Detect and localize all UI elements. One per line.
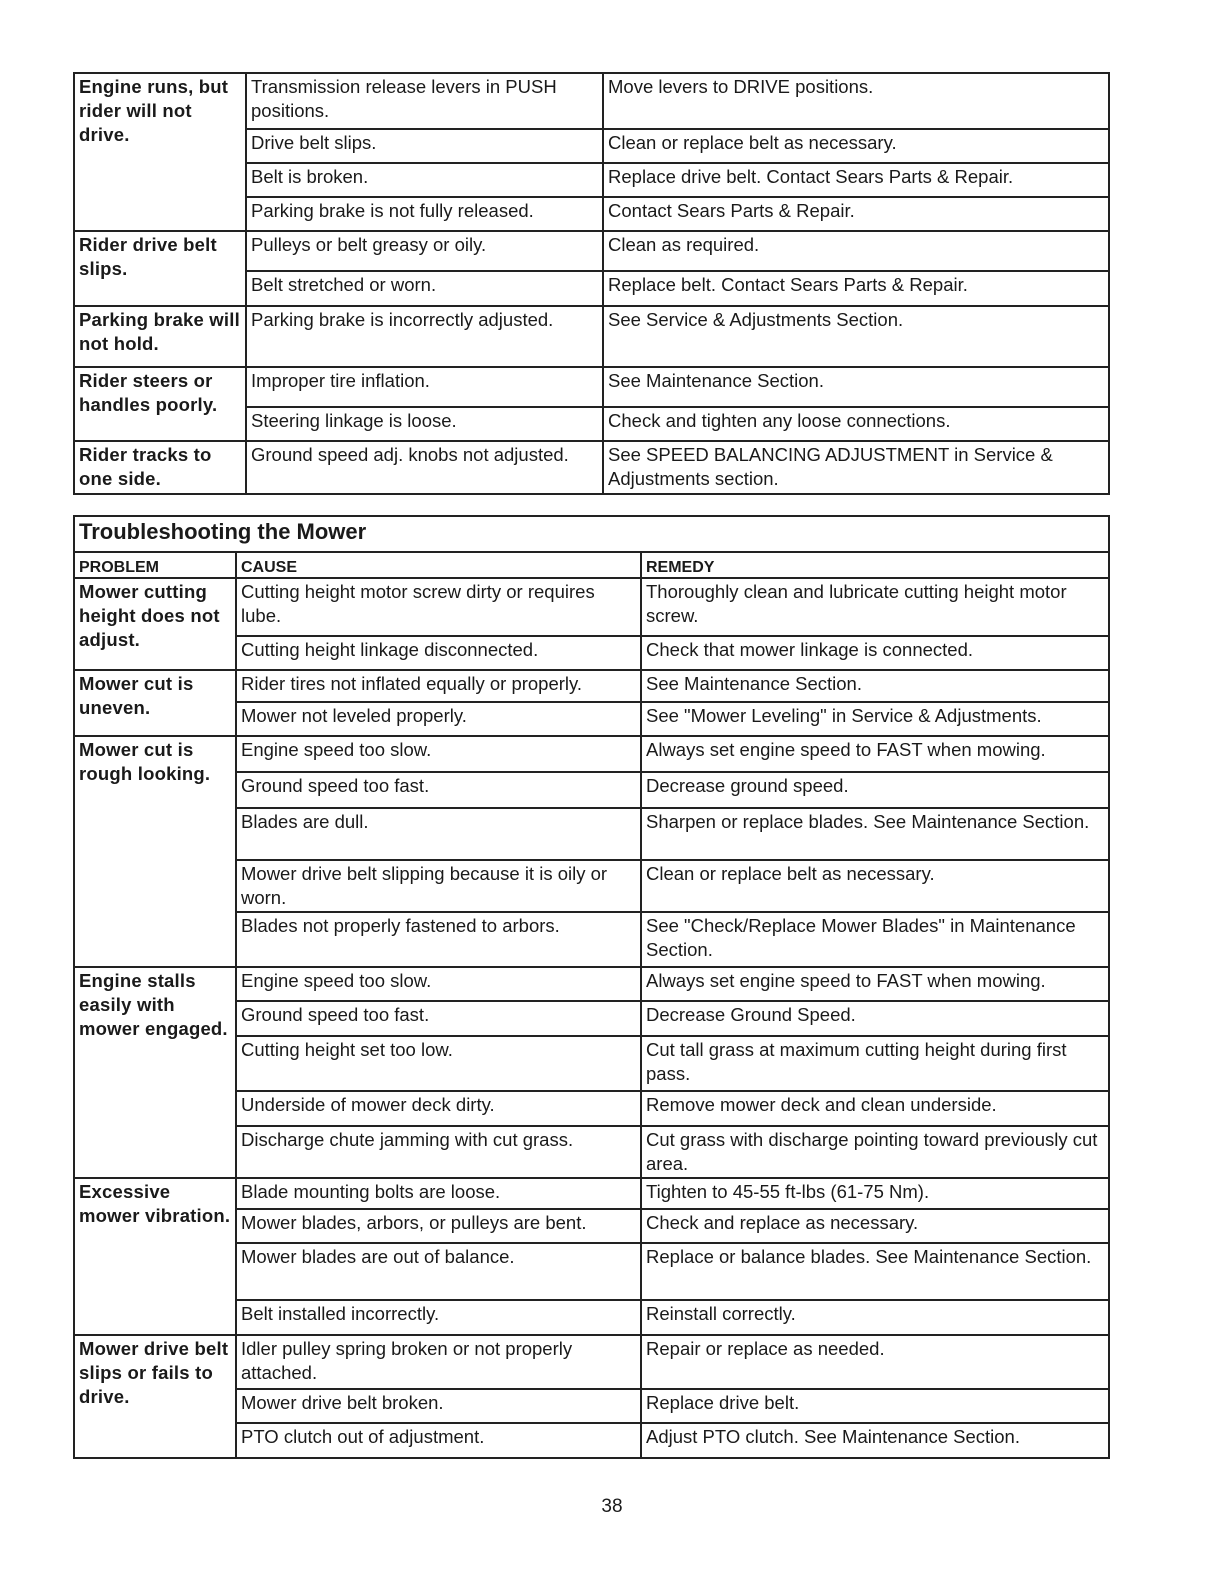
- mower-troubleshooting-table: [73, 515, 1110, 1459]
- remedy-cell: See SPEED BALANCING ADJUSTMENT in Service & Adjustments section.: [608, 444, 1053, 489]
- problem-cell: Mower drive belt slips or fails to drive.: [79, 1338, 229, 1407]
- cause-cell: Idler pulley spring broken or not properly attached.: [241, 1338, 573, 1383]
- cause-cell: Ground speed too fast.: [241, 1004, 430, 1025]
- cause-cell: Rider tires not inflated equally or properly.: [241, 673, 583, 694]
- remedy-cell: Adjust PTO clutch. See Maintenance Section.: [646, 1426, 1020, 1447]
- cause-cell: Ground speed adj. knobs not adjusted.: [251, 444, 569, 465]
- remedy-cell: Clean or replace belt as necessary.: [646, 863, 935, 884]
- problem-cell: Mower cut is rough looking.: [79, 739, 211, 784]
- problem-cell: Rider tracks to one side.: [79, 444, 212, 489]
- remedy-cell: Check that mower linkage is connected.: [646, 639, 974, 660]
- cause-cell: Underside of mower deck dirty.: [241, 1094, 495, 1115]
- cause-cell: Cutting height motor screw dirty or requires lube.: [241, 581, 595, 626]
- remedy-cell: See Maintenance Section.: [608, 370, 824, 391]
- remedy-cell: Contact Sears Parts & Repair.: [608, 200, 855, 221]
- cause-cell: Mower drive belt broken.: [241, 1392, 444, 1413]
- remedy-cell: Clean as required.: [608, 234, 760, 255]
- table-title: Troubleshooting the Mower: [79, 519, 367, 544]
- remedy-cell: Always set engine speed to FAST when mowing.: [646, 739, 1046, 760]
- cause-cell: Engine speed too slow.: [241, 970, 432, 991]
- cause-cell: PTO clutch out of adjustment.: [241, 1426, 485, 1447]
- remedy-cell: Remove mower deck and clean underside.: [646, 1094, 997, 1115]
- remedy-cell: Reinstall correctly.: [646, 1303, 796, 1324]
- problem-cell: Engine stalls easily with mower engaged.: [79, 970, 228, 1039]
- cause-cell: Pulleys or belt greasy or oily.: [251, 234, 487, 255]
- remedy-cell: Check and replace as necessary.: [646, 1212, 919, 1233]
- remedy-cell: Check and tighten any loose connections.: [608, 410, 951, 431]
- remedy-cell: Replace drive belt. Contact Sears Parts & Repair.: [608, 166, 1014, 187]
- cause-cell: Belt stretched or worn.: [251, 274, 437, 295]
- cause-cell: Mower blades, arbors, or pulleys are bent.: [241, 1212, 587, 1233]
- problem-cell: Rider drive belt slips.: [79, 234, 217, 279]
- cause-cell: Improper tire inflation.: [251, 370, 430, 391]
- remedy-cell: Tighten to 45-55 ft-lbs (61-75 Nm).: [646, 1181, 930, 1202]
- remedy-cell: Sharpen or replace blades. See Maintenance Section.: [646, 811, 1090, 832]
- cause-cell: Parking brake is not fully released.: [251, 200, 534, 221]
- problem-cell: Excessive mower vibration.: [79, 1181, 231, 1226]
- cause-cell: Mower not leveled properly.: [241, 705, 467, 726]
- remedy-cell: Repair or replace as needed.: [646, 1338, 885, 1359]
- problem-cell: Parking brake will not hold.: [79, 309, 240, 354]
- remedy-cell: See Maintenance Section.: [646, 673, 862, 694]
- problem-cell: Mower cut is uneven.: [79, 673, 194, 718]
- cause-cell: Engine speed too slow.: [241, 739, 432, 760]
- remedy-cell: Always set engine speed to FAST when mowing.: [646, 970, 1046, 991]
- cause-cell: Belt is broken.: [251, 166, 369, 187]
- header-remedy: REMEDY: [646, 559, 715, 576]
- cause-cell: Mower drive belt slipping because it is oily or worn.: [241, 863, 608, 908]
- remedy-cell: Decrease Ground Speed.: [646, 1004, 856, 1025]
- remedy-cell: Replace belt. Contact Sears Parts & Repair.: [608, 274, 968, 295]
- cause-cell: Blade mounting bolts are loose.: [241, 1181, 501, 1202]
- remedy-cell: Replace drive belt.: [646, 1392, 800, 1413]
- header-cause: CAUSE: [241, 559, 298, 576]
- rider-troubleshooting-table: [73, 72, 1110, 495]
- remedy-cell: Clean or replace belt as necessary.: [608, 132, 897, 153]
- remedy-cell: Cut grass with discharge pointing toward previously cut area.: [646, 1129, 1098, 1174]
- remedy-cell: Decrease ground speed.: [646, 775, 849, 796]
- remedy-cell: Cut tall grass at maximum cutting height during first pass.: [646, 1039, 1067, 1084]
- cause-cell: Transmission release levers in PUSH positions.: [251, 76, 557, 121]
- cause-cell: Belt installed incorrectly.: [241, 1303, 440, 1324]
- remedy-cell: Thoroughly clean and lubricate cutting height motor screw.: [646, 581, 1067, 626]
- page-number: 38: [601, 1496, 623, 1517]
- cause-cell: Discharge chute jamming with cut grass.: [241, 1129, 574, 1150]
- problem-cell: Rider steers or handles poorly.: [79, 370, 218, 415]
- remedy-cell: See "Mower Leveling" in Service & Adjustments.: [646, 705, 1042, 726]
- remedy-cell: Replace or balance blades. See Maintenance Section.: [646, 1246, 1092, 1267]
- cause-cell: Parking brake is incorrectly adjusted.: [251, 309, 554, 330]
- remedy-cell: See "Check/Replace Mower Blades" in Maintenance Section.: [646, 915, 1076, 960]
- cause-cell: Cutting height linkage disconnected.: [241, 639, 539, 660]
- header-problem: PROBLEM: [79, 559, 159, 576]
- cause-cell: Blades not properly fastened to arbors.: [241, 915, 560, 936]
- remedy-cell: Move levers to DRIVE positions.: [608, 76, 874, 97]
- problem-cell: Mower cutting height does not adjust.: [79, 581, 220, 650]
- cause-cell: Cutting height set too low.: [241, 1039, 453, 1060]
- cause-cell: Steering linkage is loose.: [251, 410, 457, 431]
- cause-cell: Blades are dull.: [241, 811, 369, 832]
- remedy-cell: See Service & Adjustments Section.: [608, 309, 904, 330]
- cause-cell: Mower blades are out of balance.: [241, 1246, 515, 1267]
- cause-cell: Drive belt slips.: [251, 132, 377, 153]
- problem-cell: Engine runs, but rider will not drive.: [79, 76, 229, 145]
- cause-cell: Ground speed too fast.: [241, 775, 430, 796]
